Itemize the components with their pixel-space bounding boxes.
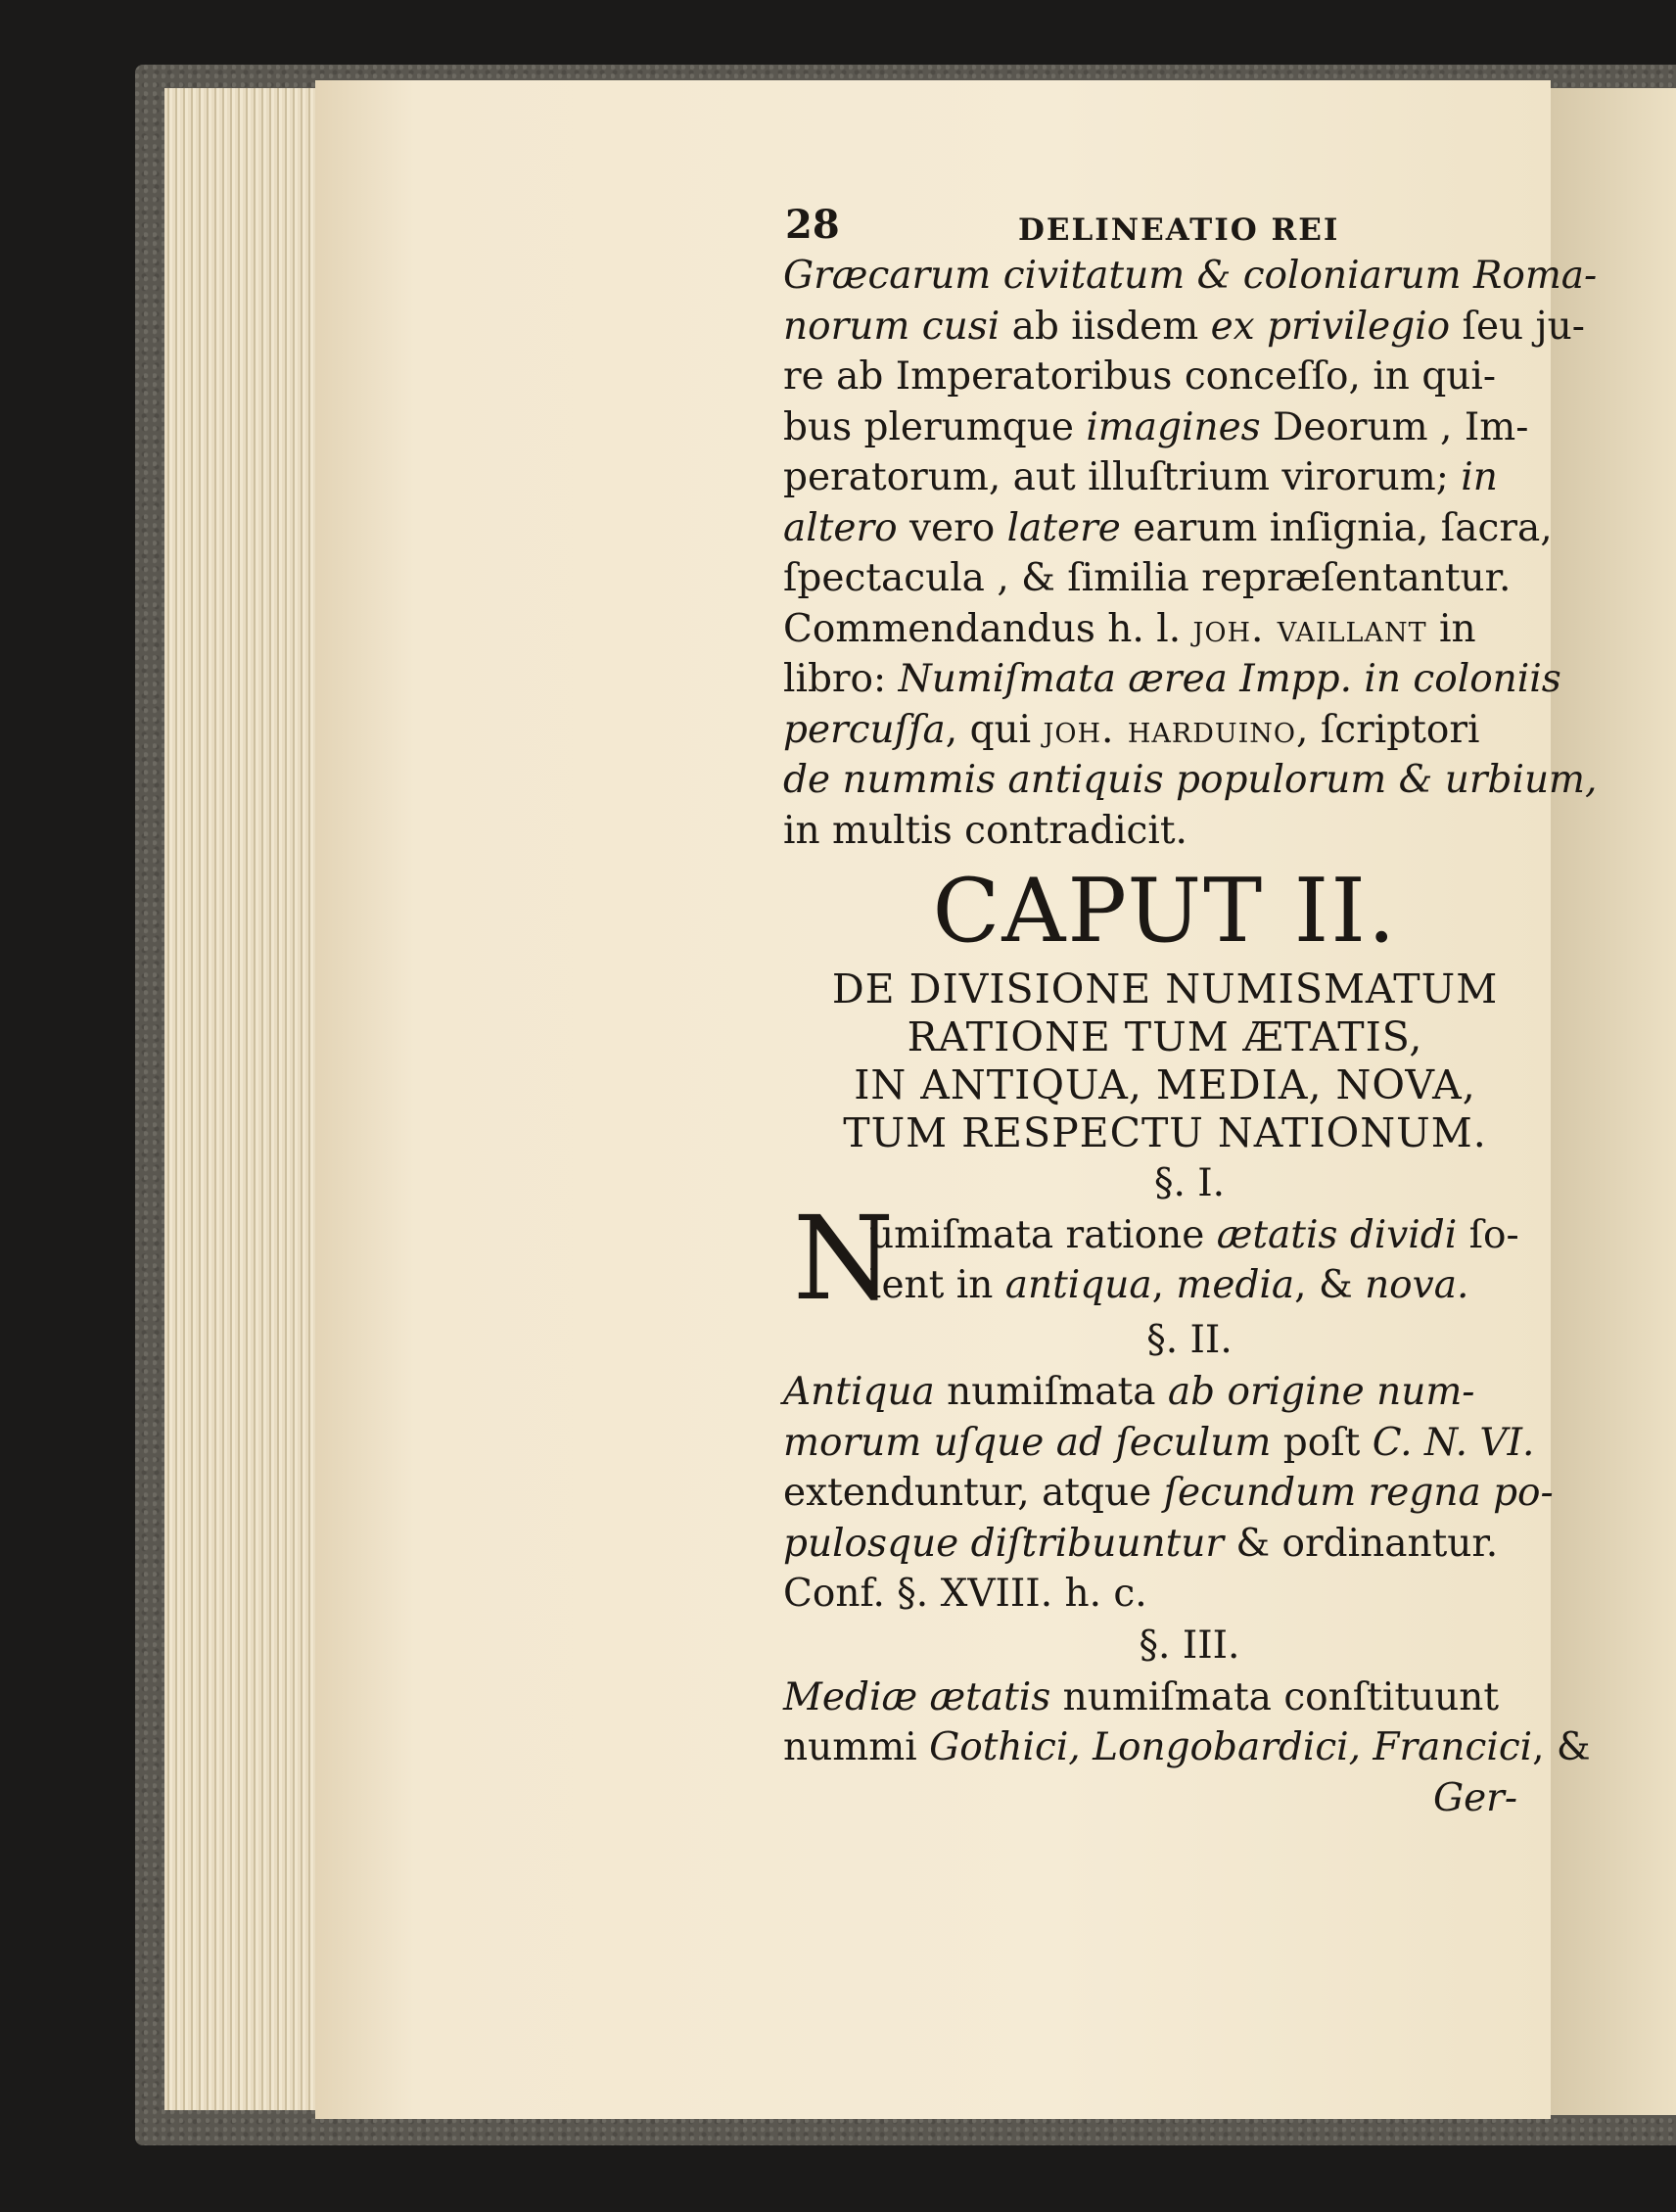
text-run: Conf. §. XVIII. h. c.	[783, 1572, 1147, 1616]
text-run: numiſmata conſtituunt	[1050, 1674, 1500, 1719]
text-line	[783, 251, 1598, 302]
text-run: nova.	[1365, 1263, 1469, 1307]
text-run: C. N. VI.	[1372, 1420, 1535, 1465]
text-run: peratorum, aut illuſtrium virorum;	[783, 455, 1462, 499]
text-run: imagines	[1086, 404, 1261, 449]
section-2-body	[783, 1367, 1554, 1620]
text-line	[783, 1468, 1554, 1519]
text-line	[783, 1367, 1547, 1418]
text-run: ex privilegio	[1210, 304, 1451, 349]
running-title: DELINEATIO REI	[1018, 212, 1340, 248]
text-run: Græcarum civitatum & coloniarum Roma-	[783, 254, 1598, 298]
text-line	[783, 1569, 1547, 1620]
section-1-line-1	[869, 1210, 1519, 1261]
text-run: vero	[897, 505, 1007, 550]
text-run: ſpectacula , & ſimilia repræſentantur.	[783, 556, 1512, 600]
text-run: in	[1426, 606, 1476, 651]
text-run: Numiſmata ærea Impp. in coloniis	[898, 657, 1561, 701]
text-run: Antiqua	[783, 1370, 935, 1414]
drop-cap: N	[793, 1191, 895, 1326]
chapter-title: CAPUT II.	[932, 860, 1398, 963]
chapter-subtitle-line-4: TUM RESPECTU NATIONUM.	[843, 1109, 1487, 1156]
text-column	[783, 196, 1598, 1823]
section-1-line-2	[869, 1260, 1468, 1311]
section-1-body	[783, 1191, 1547, 1326]
text-line	[783, 553, 1547, 604]
section-3-body	[783, 1672, 1591, 1773]
catchword: Ger-	[1432, 1775, 1517, 1820]
section-mark-2: §. II.	[1146, 1318, 1233, 1362]
text-run: norum cusi	[783, 304, 1001, 349]
text-run: Gothici, Longobardici, Francici	[929, 1725, 1533, 1769]
chapter-subtitle-line-1: DE DIVISIONE NUMISMATUM	[831, 965, 1499, 1012]
text-run: pulosque diſtribuuntur	[783, 1521, 1225, 1566]
facing-page-edge	[1551, 88, 1676, 2115]
text-run: , qui	[945, 707, 1044, 752]
text-run: earum inſignia, ſacra,	[1120, 505, 1553, 550]
text-line	[783, 402, 1547, 453]
text-run: percuſſa	[783, 707, 946, 752]
text-line	[783, 806, 1547, 857]
section-mark-3: §. III.	[1139, 1623, 1240, 1668]
text-run: in	[1461, 455, 1498, 499]
page-number: 28	[785, 202, 840, 248]
text-run: libro:	[783, 657, 899, 701]
text-run: in multis contradicit.	[783, 808, 1187, 853]
text-run: & ordinantur.	[1224, 1521, 1499, 1566]
text-run: , &	[1294, 1263, 1366, 1307]
text-run: bus plerumque	[783, 404, 1087, 449]
text-run: numiſmata	[934, 1370, 1168, 1414]
text-run: antiqua	[1004, 1263, 1152, 1307]
text-line	[783, 503, 1553, 554]
text-line	[783, 1722, 1591, 1773]
text-line	[783, 302, 1585, 353]
text-run: poſt	[1271, 1420, 1373, 1465]
text-run: ætatis dividi	[1216, 1213, 1458, 1257]
text-run: morum uſque ad ſeculum	[783, 1420, 1272, 1465]
text-run: joh. harduino	[1043, 707, 1297, 752]
text-line	[783, 755, 1598, 806]
text-run: , ſcriptori	[1296, 707, 1480, 752]
text-run: latere	[1006, 505, 1121, 550]
section-mark-1: §. I.	[1153, 1161, 1226, 1205]
text-line	[783, 1519, 1547, 1570]
text-run: ,	[1151, 1263, 1177, 1307]
text-run: umiſmata ratione	[869, 1213, 1217, 1257]
text-run: joh. vaillant	[1192, 606, 1427, 651]
text-line	[783, 654, 1561, 705]
text-line	[783, 352, 1547, 402]
text-run: ſeu ju-	[1450, 304, 1585, 349]
text-line	[783, 452, 1547, 503]
text-line	[783, 1418, 1547, 1469]
text-run: , &	[1532, 1725, 1591, 1769]
text-run: nummi	[783, 1725, 930, 1769]
text-line	[783, 705, 1547, 756]
text-run: Commendandus h. l.	[783, 606, 1193, 651]
chapter-subtitle-line-2: RATIONE TUM ÆTATIS,	[907, 1013, 1423, 1060]
text-line	[783, 604, 1547, 655]
page-header	[783, 196, 1547, 251]
text-run: re ab Imperatoribus conceſſo, in qui-	[783, 354, 1497, 399]
text-run: lent in	[869, 1263, 1005, 1307]
text-run: altero	[783, 505, 898, 550]
text-run: ab origine num-	[1167, 1370, 1475, 1414]
text-run: Mediæ ætatis	[783, 1674, 1051, 1719]
chapter-subtitle-line-3: IN ANTIQUA, MEDIA, NOVA,	[854, 1061, 1476, 1108]
text-run: extenduntur, atque	[783, 1471, 1164, 1515]
text-line	[783, 1672, 1547, 1723]
text-run: de nummis antiquis populorum & urbium,	[783, 758, 1598, 802]
text-run: ab iisdem	[1000, 304, 1211, 349]
text-run: ſecundum regna po-	[1163, 1471, 1554, 1515]
paragraph-1	[783, 251, 1598, 856]
text-run: ſo-	[1457, 1213, 1519, 1257]
page-edges	[164, 88, 321, 2110]
text-run: Deorum , Im-	[1260, 404, 1529, 449]
text-run: media	[1176, 1263, 1295, 1307]
